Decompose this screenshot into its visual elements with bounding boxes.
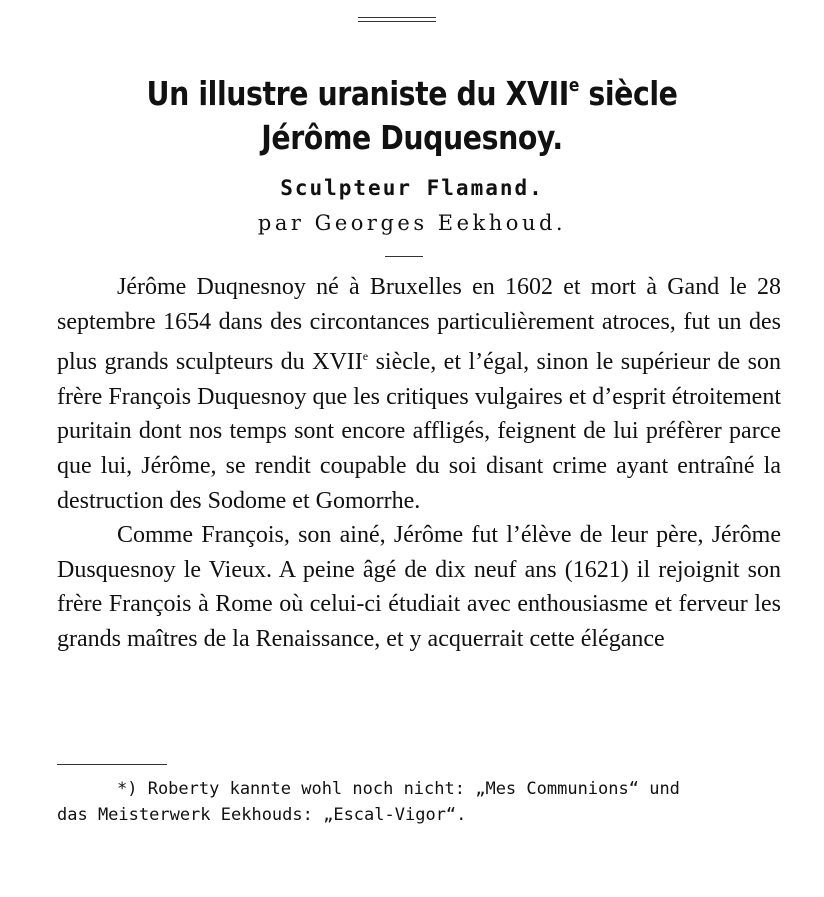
article-subtitle: Sculpteur Flamand.	[280, 176, 544, 200]
footnote-rule	[57, 764, 167, 765]
paragraph-1-superscript: e	[362, 349, 369, 364]
article-body	[57, 270, 781, 657]
paragraph-2: Comme François, son ainé, Jérôme fut l’élève de leur père, Jérôme Dusquesnoy le Vieux. A peine âgé de dix neuf ans (1621) il rejoignit son frère François à Rome où celui-ci étudiait avec enthousiasme et ferveur les grands maîtres de la Renaissance, et y acquerrait cette élégance	[57, 522, 781, 652]
paragraph-1-part-b: siècle, et l’égal, sinon le supérieur de son frère François Duquesnoy que les critiques vulgaires et d’esprit étroitement puritain dont nos temps sont encore affligés, feignent de lui préfèrer parce que lui, Jérôme, se rendit coupable du soi disant crime ayant entraîné la destruction des Sodome et Gomorrhe.	[57, 349, 782, 514]
article-title-line2: Jérôme Duquesnoy.	[261, 118, 563, 157]
footnote	[57, 776, 781, 828]
section-rule	[385, 256, 423, 257]
footnote-line1: *) Roberty kannte wohl noch nicht: „Mes Communions“ und	[117, 779, 680, 799]
title-line1-suffix: siècle	[578, 74, 678, 113]
paragraph-1-part-a: Jérôme Duqnesnoy né à Bruxelles en 1602 et mort à Gand le 28 septembre 1654 dans des circontances particulièrement atroces, fut un des plus grands sculpteurs du XVII	[57, 274, 781, 376]
article-title-line1	[58, 74, 767, 113]
paragraph-1	[57, 270, 781, 518]
top-double-rule	[358, 17, 436, 25]
title-line1-superscript: e	[568, 75, 579, 96]
footnote-line2: das Meisterwerk Eekhouds: „Escal-Vigor“.	[57, 805, 467, 825]
title-line1-prefix: Un illustre uraniste du XVII	[146, 74, 569, 113]
article-byline: par Georges Eekhoud.	[257, 211, 567, 235]
